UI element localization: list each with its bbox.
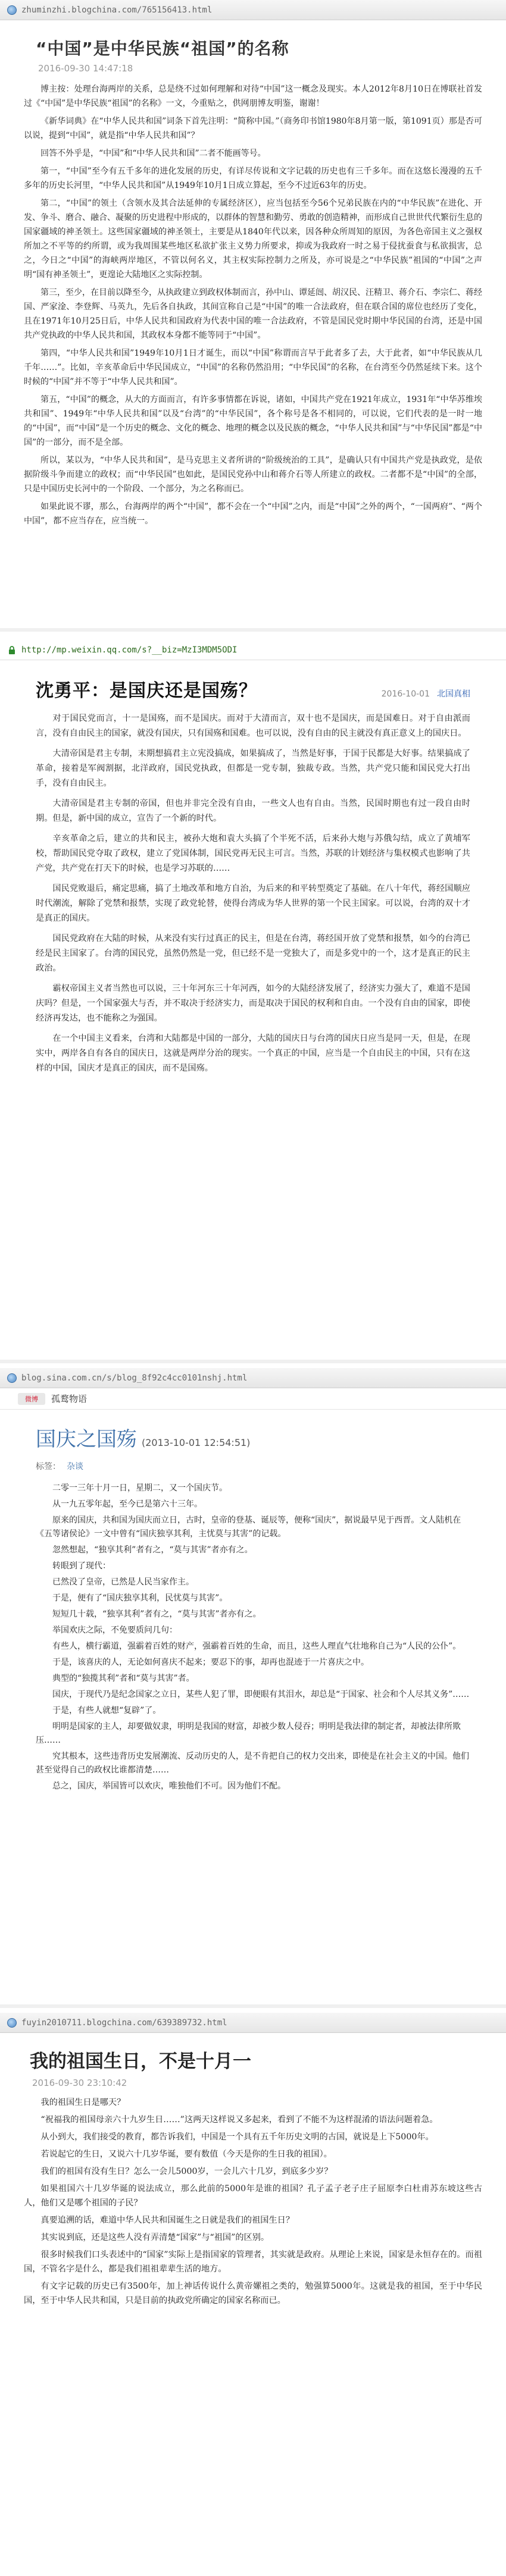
- paragraph: 忽然想起，“独享其利”者有之，“莫与其害”者亦有之。: [52, 1545, 253, 1555]
- paragraph: 第五，“中国”的概念，从大的方面而言，有许多事情都在诉说，诸如，中国共产党在1921年成立，1931年“中华苏维埃共和国”、1949年“中华人民共和国”以及“台湾”的“中华民国”，各个称号是各不相同的，可以说，它们代表的是一时一地的“中国”，而“中国”是一个历史的概念、文化的概念、地理的概念以及民族的概念，“中华人民共和国”与“中华民国”都是“中国”的一部分，而不是全部。: [24, 395, 482, 447]
- article-date: 2016-09-30 23:10:42: [32, 2078, 127, 2088]
- paragraph: 总之，国庆，举国皆可以欢庆，唯独他们不可。因为他们不配。: [52, 1781, 286, 1791]
- title-row: [36, 676, 470, 702]
- url-text[interactable]: zhuminzhi.blogchina.com/765156413.html: [21, 5, 213, 15]
- paragraph: 于是，便有了“国庆独享其利，民忧莫与其害”。: [52, 1593, 228, 1603]
- title-row: [36, 1423, 470, 1452]
- paragraph: 我的祖国生日是哪天？: [40, 2098, 126, 2107]
- url-text[interactable]: fuyin2010711.blogchina.com/639389732.html: [21, 2017, 227, 2028]
- paragraph: 大清帝国是君主专制，末期想搞君主立宪没搞成，如果搞成了，当然是好事，于国于民都是大好事。结果搞成了革命，接着是军阀割据，北洋政府，国民党执政，但都是一党专制，独裁专政。当然，共产党只能和国民党大打出手，没有自由民主。: [36, 749, 470, 788]
- blog-article-1: [0, 0, 506, 628]
- paragraph: 从小到大，我们接受的教育，都告诉我们，中国是一个具有五千年历史文明的古国，就说是上下5000年。: [40, 2132, 434, 2142]
- globe-icon: [7, 1373, 17, 1383]
- paragraph: 举国欢庆之际，不免要质问几句：: [52, 1626, 177, 1635]
- paragraph: 博主按：处理台海两岸的关系，总是绕不过如何理解和对待“中国”这一概念及现实。本人2012年8月10日在博联社首发过《“中国”是中华民族“祖国”的名称》一文，今重贴之，供网朋博友明鉴，谢谢！: [24, 84, 482, 108]
- paragraph: 其实说到底，还是这些人没有弄清楚“国家”与“祖国”的区别。: [40, 2233, 270, 2242]
- paragraph: 国庆，于现代乃是纪念国家之立日，某些人犯了罪，即便眼有其泪水，却总是“于国家、社会和个人尽其义务”……: [52, 1690, 470, 1699]
- paragraph: 原来的国庆，共和国为国庆而立日，古时，皇帝的登基、诞辰等，便称“国庆”，据说最早见于西晋。文人陆机在《五等诸侯论》一文中曾有“国庆独享其利，主忧莫与其害”的记载。: [36, 1516, 461, 1539]
- paragraph: 《新华词典》在“中华人民共和国”词条下首先注明：“简称中国。”（商务印书馆1980年8月第一版，第1091页）那是否可以说，提到“中国”，就是指“中华人民共和国”？: [24, 117, 482, 140]
- paragraph: 如果此说不谬，那么，台海两岸的两个“中国”，都不会在一个“中国”之内，而是“中国”之外的两个，“一国两府”、“两个中国”，都不应当存在，应当统一。: [24, 502, 482, 526]
- lock-icon: [7, 645, 17, 655]
- paragraph: 已然没了皇帝，已然是人民当家作主。: [52, 1577, 194, 1587]
- paragraph: 从一九五零年起，至今已是第六十三年。: [52, 1499, 202, 1509]
- url-text[interactable]: blog.sina.com.cn/s/blog_8f92c4cc0101nshj.html: [21, 1373, 248, 1383]
- panel-divider: [0, 1360, 506, 1363]
- sina-blog-article: [0, 1368, 506, 2004]
- paragraph: 第二，“中国”的领土（含领水及其合法延伸的专属经济区），应当包括至今56个兄弟民族在内的“中华民族”在进化、开发、争斗、磨合、融合、凝聚的历史进程中形成的，以群体的智慧和勤劳、勇敢的创造精神，而形成自己世世代代繁衍生息的国家疆域的神圣领土。这些国家疆域的神圣领土，主要是从1840年代以来，因各种众所周知的原因，为各色帝国主义之强权所加之不平等的约所谓，或为我周围某些地区私欲扩张主义势力所要求，抑或为我政府一时之易于侵扰蚕食与私欲损害，总之，今日之“中国”的海峡两岸地区，不管以何名义，其主权实际控制力之所及，亦可说是之“中华民族”祖国的“中国”之声明“国有神圣领土”，更遑论大陆地区之实际控制。: [24, 199, 482, 280]
- wechat-article: [0, 640, 506, 1360]
- panel-divider: [0, 628, 506, 632]
- paragraph: 如果祖国六十几岁华诞的说法成立，那么此前的5000年是谁的祖国？孔子孟子老子庄子屈原李白杜甫苏东坡这些古人，他们又是哪个祖国的子民？: [24, 2184, 482, 2208]
- blog-article-2: [0, 2013, 506, 2576]
- paragraph: “祝福我的祖国母亲六十九岁生日……”这两天这样说又多起来，看到了不能不为这样混淆的语法问题着急。: [40, 2115, 438, 2125]
- paragraph: 国民党败退后，痛定思痛，搞了土地改革和地方自治，为后来的和平转型奠定了基础。在八十年代，蒋经国顺应时代潮流，解除了党禁和报禁，实现了政党轮替，使得台湾成为华人世界的第一个民主国家。可以说，台湾的双十才是真正的国庆。: [36, 884, 470, 923]
- address-bar[interactable]: [0, 640, 506, 660]
- article-date: 2016-10-01: [381, 689, 430, 699]
- paragraph: 真要追溯的话，难道中华人民共和国诞生之日就是我们的祖国生日？: [40, 2216, 295, 2225]
- paragraph: 明明是国家的主人，却要做奴隶，明明是我国的财富，却被少数人侵吞；明明是我法律的制定者，却被法律所欺压……: [36, 1722, 461, 1745]
- paragraph: 对于国民党而言，十一是国殇，而不是国庆。而对于大清而言，双十也不是国庆，而是国难日。对于自由派而言，没有自由民主的国家，就没有国庆，只有国殇和国难。也可以说，没有自由的民主就没有真正意义上的国庆日。: [36, 714, 470, 738]
- paragraph: 转眼到了现代：: [52, 1561, 111, 1571]
- paragraph: 短短几十载，“独享其利”者有之，“莫与其害”者亦有之。: [52, 1609, 261, 1619]
- address-bar[interactable]: [0, 1368, 506, 1388]
- article-date: (2013-10-01 12:54:51): [142, 1437, 251, 1448]
- paragraph: 第四，“中华人民共和国”1949年10月1日才诞生，而以“中国”称谓而言早于此者多了去，大于此者，如“中华民族从几千年……”。比如，辛亥革命后中华民国成立，“中国”的名称仍然沿用；“中华民国”的名称，在台湾至今仍然延续下来。这个时候的“中国”并不等于“中华人民共和国”。: [24, 349, 482, 387]
- address-bar[interactable]: [0, 2013, 506, 2033]
- url-text[interactable]: http://mp.weixin.qq.com/s?__biz=MzI3MDM5ODI: [21, 645, 238, 655]
- paragraph: 大清帝国是君主专制的帝国，但也并非完全没有自由，一些文人也有自由。当然，民国时期也有过一段自由时期。但是，新中国的成立，宣告了一个新的时代。: [36, 799, 470, 823]
- tags-row: [36, 1460, 470, 1472]
- paragraph: 第三，至少，在目前以降至今，从执政建立到政权体制而言，孙中山、谭延闿、胡汉民、汪精卫、蒋介石、李宗仁、蒋经国、严家淦、李登辉、马英九，先后各自执政，其间宣称自己是“中国”的唯一合法政府，但在联合国的席位也经历了变化，且在1971年10月25日后，中华人民共和国政府为代表中国的唯一合法政府，不管是国民党时期中华民国的台湾，还是中国共产党执政的中华人民共和国，其政权本身都不能等同于“中国”。: [24, 288, 482, 340]
- paragraph: 在一个中国主义看来，台湾和大陆都是中国的一部分，大陆的国庆日与台湾的国庆日应当是同一天，但是，在现实中，两岸各自有各自的国庆日，这就是两岸分治的现实。一个真正的中国，应当是一个自由民主的中国，只有在这样的中国，国庆才是真正的国庆，而不是国殇。: [36, 1034, 470, 1073]
- paragraph: 典型的“独揽其利”者和“莫与其害”者。: [52, 1674, 195, 1683]
- paragraph: 国民党政府在大陆的时候，从来没有实行过真正的民主，但是在台湾，蒋经国开放了党禁和报禁，如今的台湾已经是民主国家了。台湾的国民党，虽然仍然是一党，但已经不是一党独大了，而是多党中的一个，这才是真正的民主政治。: [36, 934, 470, 973]
- paragraph: 所以，某以为，“中华人民共和国”，是马克思主义者所讲的“阶级统治的工具”，是确认只有中国共产党是执政党，是依据阶级斗争而建立的政权；而“中华民国”也如此，是国民党孙中山和蒋介石等人所建立的政权。二者都不是“中国”的全部，只是中国历史长河中的一个阶段、一个部分，为之名称而已。: [24, 456, 482, 494]
- paragraph: 很多时候我们口头表述中的“国家”实际上是指国家的管理者，其实就是政府。从理论上来说，国家是永恒存在的。而祖国，不管名字是什么，都是我们祖祖辈辈生活的地方。: [24, 2250, 482, 2274]
- weibo-icon[interactable]: 微博: [18, 1393, 45, 1405]
- blog-header: [0, 1388, 506, 1410]
- paragraph: 二零一三年十月一日，星期二，又一个国庆节。: [52, 1483, 227, 1493]
- panel-divider: [0, 2004, 506, 2008]
- paragraph: 于是，该喜庆的人，无论如何喜庆不起来；要忍下的事，却再也混迹于一片喜庆之中。: [52, 1658, 369, 1667]
- tags-label: 标签：: [36, 1462, 61, 1471]
- article-title: 我的祖国生日，不是十月一: [30, 2051, 251, 2072]
- article-title: 沈勇平：是国庆还是国殇？: [36, 680, 257, 701]
- article-date: 2016-09-30 14:47:18: [38, 63, 133, 74]
- address-bar[interactable]: [0, 0, 506, 20]
- paragraph: 有些人，横行霸道，强霸着百姓的财产，强霸着百姓的生命，而且，这些人理直气壮地称自己为“人民的公仆”。: [52, 1642, 461, 1651]
- account-link[interactable]: 北国真相: [437, 689, 470, 699]
- globe-icon: [7, 5, 17, 15]
- paragraph: 究其根本，这些违背历史发展潮流、反动历史的人，是不肯把自己的权力交出来，即使是在社会主义的中国。他们甚至觉得自己的政权比谁都清楚……: [36, 1752, 469, 1775]
- globe-icon: [7, 2018, 17, 2028]
- paragraph: 若说起它的生日，又说六十几岁华诞，要有数值（今天是你的生日我的祖国）。: [40, 2150, 332, 2159]
- paragraph: 霸权帝国主义者当然也可以说，三十年河东三十年河西，如今的大陆经济发展了，经济实力强大了，难道不是国庆吗？但是，一个国家强大与否，并不取决于经济实力，而是取决于国民的权利和自由。一个没有自由的国家，即使经济再发达，也不能称之为强国。: [36, 984, 470, 1023]
- paragraph: 第一，“中国”至今有五千多年的进化发展的历史，有详尽传说和文字记载的历史也有三千多年。而在这悠长漫漫的五千多年的历史长河里，“中华人民共和国”从1949年10月1日成立算起，至今不过近63年的历史。: [24, 167, 482, 190]
- blog-name[interactable]: 孤鹜物语: [51, 1394, 88, 1404]
- paragraph: 于是，有些人就想“复辟”了。: [52, 1706, 161, 1715]
- tag-link[interactable]: 杂谈: [67, 1462, 83, 1471]
- paragraph: 辛亥革命之后，建立的共和民主，被孙大炮和袁大头搞了个半死不活，后来孙大炮与苏俄勾结，成立了黄埔军校，帮助国民党夺取了政权，建立了党国体制，国民党再无民主可言。当然，苏联的计划经济与集权模式也影响了共产党，共产党在打天下的时候，也是学习苏联的……: [36, 834, 470, 873]
- article-title: “中国”是中华民族“祖国”的名称: [36, 39, 289, 58]
- article-title: 国庆之国殇: [36, 1427, 137, 1451]
- paragraph: 回答不外乎是，“中国”和“中华人民共和国”二者不能画等号。: [40, 149, 266, 158]
- paragraph: 有文字记载的历史已有3500年，加上神话传说什么黄帝嫘祖之类的，勉强算5000年。这就是我的祖国，至于中华民国，至于中华人民共和国，只是目前的执政党所确定的国家名称而已。: [24, 2282, 482, 2305]
- paragraph: 我们的祖国有没有生日？怎么一会儿5000岁，一会儿六十几岁，到底多少岁？: [40, 2167, 333, 2176]
